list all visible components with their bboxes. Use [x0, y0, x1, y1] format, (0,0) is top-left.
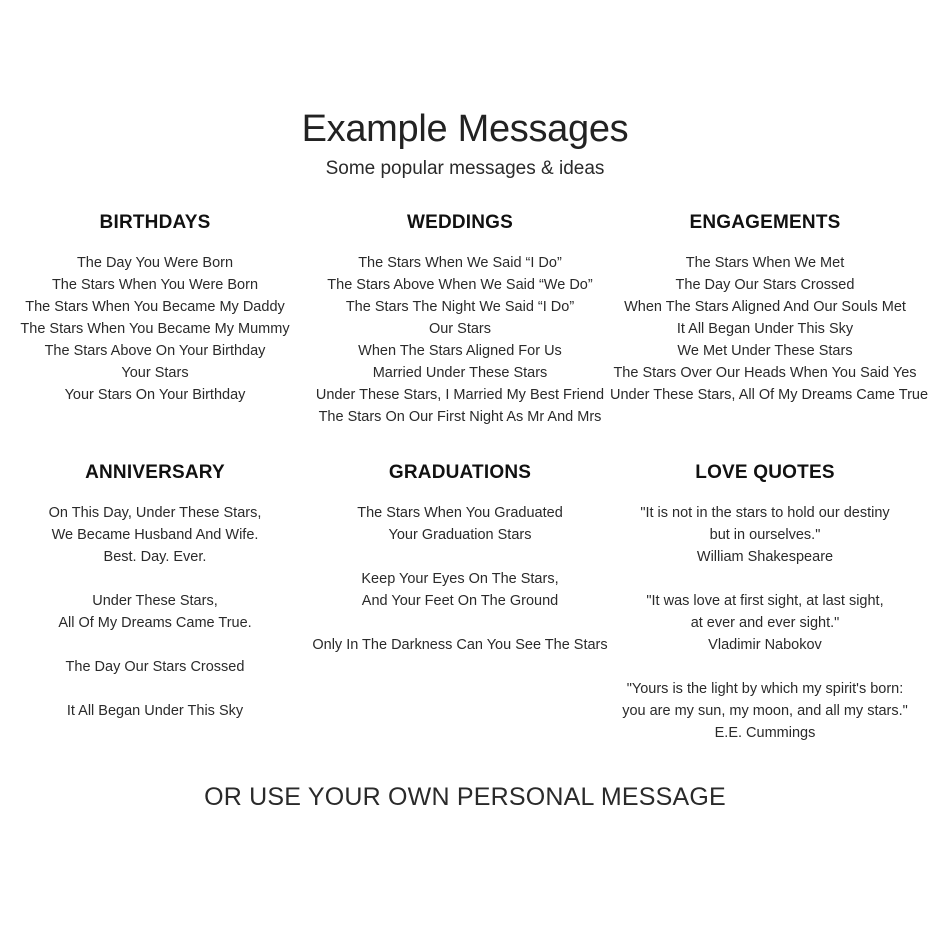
message-line: The Stars Above On Your Birthday: [44, 343, 266, 359]
message-line: All Of My Dreams Came True.: [58, 615, 252, 631]
message-line: "It is not in the stars to hold our destiny: [640, 505, 890, 521]
message-line: The Day Our Stars Crossed: [65, 659, 245, 675]
section-heading: LOVE QUOTES: [695, 462, 835, 483]
message-line: at ever and ever sight.": [690, 615, 840, 631]
section-heading: BIRTHDAYS: [99, 212, 211, 233]
message-line: Best. Day. Ever.: [103, 549, 207, 565]
message-line: Only In The Darkness Can You See The Stars: [312, 637, 608, 653]
section-heading: ENGAGEMENTS: [689, 212, 841, 233]
message-line: The Stars When You Were Born: [51, 277, 259, 293]
section-anniversary: [0, 458, 310, 722]
message-line: The Stars The Night We Said “I Do”: [345, 299, 575, 315]
message-line: "Yours is the light by which my spirit's born:: [626, 681, 904, 697]
message-line: Under These Stars,: [92, 593, 218, 609]
message-line: And Your Feet On The Ground: [361, 593, 559, 609]
message-line: Our Stars: [428, 321, 492, 337]
section-engagements: [610, 208, 929, 406]
message-line: Vladimir Nabokov: [708, 637, 822, 653]
line-gap: [610, 568, 920, 590]
message-line: The Stars When You Became My Daddy: [25, 299, 285, 315]
message-line: The Stars Over Our Heads When You Said Yes: [613, 365, 917, 381]
message-line: Keep Your Eyes On The Stars,: [361, 571, 559, 587]
message-line: The Stars When We Said “I Do”: [358, 255, 562, 271]
message-line: Your Stars: [121, 365, 189, 381]
message-line: William Shakespeare: [696, 549, 834, 565]
footer-message: OR USE YOUR OWN PERSONAL MESSAGE: [204, 783, 726, 811]
message-line: "It was love at first sight, at last sight,: [646, 593, 884, 609]
section-graduations: [305, 458, 615, 656]
section-heading: WEDDINGS: [406, 212, 514, 233]
section-weddings: [305, 208, 615, 428]
message-line: The Stars When You Graduated: [357, 505, 563, 521]
message-list: [0, 502, 310, 722]
line-gap: [610, 656, 920, 678]
message-line: We Met Under These Stars: [677, 343, 853, 359]
message-line: you are my sun, my moon, and all my stars.": [622, 703, 908, 719]
message-line: Under These Stars, All Of My Dreams Came True: [610, 387, 929, 403]
message-line: Married Under These Stars: [372, 365, 548, 381]
section-heading: ANNIVERSARY: [85, 462, 225, 483]
message-line: Your Graduation Stars: [388, 527, 532, 543]
message-line: The Day Our Stars Crossed: [675, 277, 855, 293]
page-title: Example Messages: [301, 108, 629, 150]
message-list: [0, 252, 310, 406]
message-list: [305, 502, 615, 656]
section-heading: GRADUATIONS: [388, 462, 532, 483]
line-gap: [0, 634, 310, 656]
message-line: On This Day, Under These Stars,: [48, 505, 262, 521]
line-gap: [305, 546, 615, 568]
message-line: It All Began Under This Sky: [66, 703, 244, 719]
line-gap: [305, 612, 615, 634]
message-line: When The Stars Aligned For Us: [358, 343, 562, 359]
message-line: It All Began Under This Sky: [676, 321, 854, 337]
message-line: Under These Stars, I Married My Best Friend: [315, 387, 605, 403]
line-gap: [0, 568, 310, 590]
message-line: The Stars When We Met: [685, 255, 845, 271]
message-line: E.E. Cummings: [714, 725, 816, 741]
page-subtitle: Some popular messages & ideas: [325, 158, 605, 179]
message-list: [610, 252, 929, 406]
section-birthdays: [0, 208, 310, 406]
message-line: Your Stars On Your Birthday: [64, 387, 246, 403]
section-love-quotes: [610, 458, 920, 744]
message-line: The Day You Were Born: [76, 255, 234, 271]
message-line: The Stars When You Became My Mummy: [20, 321, 290, 337]
message-line: The Stars On Our First Night As Mr And Mrs: [318, 409, 602, 425]
message-line: The Stars Above When We Said “We Do”: [327, 277, 593, 293]
message-line: We Became Husband And Wife.: [51, 527, 259, 543]
message-line: but in ourselves.": [709, 527, 821, 543]
message-list: [305, 252, 615, 428]
message-list: [610, 502, 920, 744]
line-gap: [0, 678, 310, 700]
message-line: When The Stars Aligned And Our Souls Met: [624, 299, 906, 315]
